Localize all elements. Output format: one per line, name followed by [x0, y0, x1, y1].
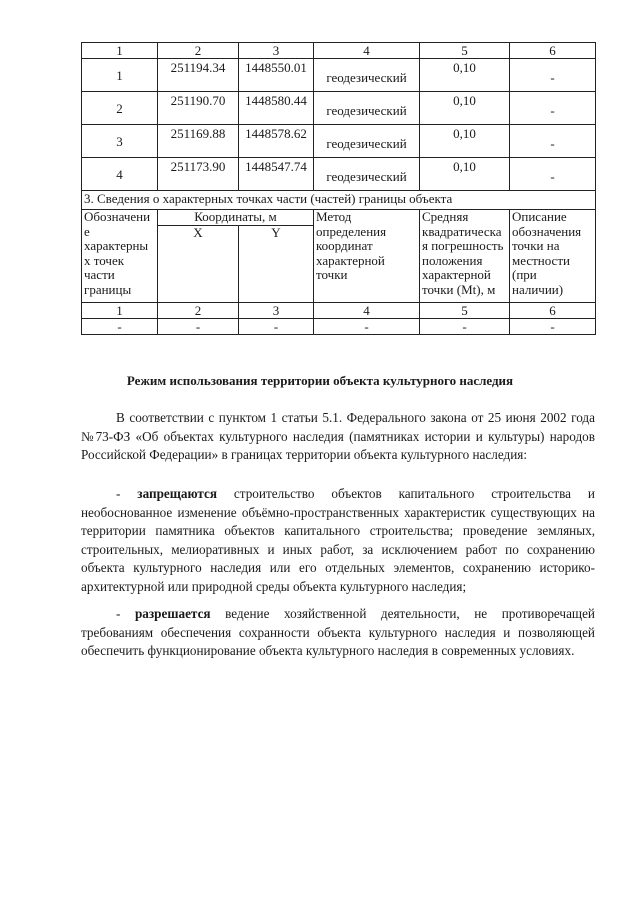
accuracy-cell: 0,10 [420, 158, 510, 191]
header-line: положения [422, 252, 483, 268]
header-line: характерной [422, 267, 491, 282]
list-prefix: - [116, 486, 138, 501]
allowed-paragraph [81, 605, 595, 661]
point-number: 2 [82, 92, 158, 125]
header-line: Описание [512, 209, 567, 224]
header-line: обозначения [512, 223, 582, 239]
accuracy-cell: 0,10 [420, 125, 510, 158]
header-line: я погрешность [422, 238, 504, 253]
header-line: границы [84, 281, 132, 297]
dash-cell: - [510, 318, 596, 334]
column-number: 1 [82, 43, 158, 59]
header-line: точки (Mt), м [422, 281, 496, 297]
table-row [82, 92, 596, 125]
header-line: е [84, 223, 90, 239]
column-number: 6 [510, 302, 596, 318]
method-header [314, 210, 420, 303]
column-number: 5 [420, 43, 510, 59]
header-line: координат [316, 238, 373, 253]
column-number-row [82, 43, 596, 59]
description-cell: - [510, 158, 596, 191]
coordinate-x: 251190.70 [158, 92, 239, 125]
header-line: наличии) [512, 281, 564, 297]
section-title: Режим использования территории объекта культурного наследия [126, 373, 514, 388]
table-row [82, 125, 596, 158]
description-cell: - [510, 92, 596, 125]
column-number: 5 [420, 302, 510, 318]
header-line: Средняя [422, 209, 469, 224]
column-number: 1 [82, 302, 158, 318]
accuracy-header [420, 210, 510, 303]
column-number: 4 [314, 43, 420, 59]
prohibited-keyword: запрещаются [137, 486, 218, 501]
dash-cell: - [82, 318, 158, 334]
allowed-keyword: разрешается [134, 606, 211, 621]
column-header-row [82, 210, 596, 226]
accuracy-cell: 0,10 [420, 59, 510, 92]
header-line: (при [512, 267, 537, 282]
numbers-row [82, 302, 596, 318]
coordinates-header: Координаты, м [158, 210, 314, 226]
boundary-points-table [81, 42, 596, 335]
method-cell: геодезический [314, 59, 420, 92]
prohibited-paragraph [81, 485, 595, 596]
coordinate-x: 251169.88 [158, 125, 239, 158]
column-number: 3 [239, 302, 314, 318]
dash-cell: - [314, 318, 420, 334]
coordinate-y: 1448550.01 [239, 59, 314, 92]
header-line: Метод [316, 209, 352, 224]
header-line: точки [316, 267, 348, 282]
header-line: квадратическа [422, 223, 502, 239]
header-line: х точек [84, 252, 125, 268]
dash-cell: - [158, 318, 239, 334]
column-number: 3 [239, 43, 314, 59]
description-cell: - [510, 125, 596, 158]
section-3-title: 3. Сведения о характерных точках части (частей) границы объекта [82, 191, 596, 210]
prohibited-text: строительство объектов капитального строительства и необоснованное изменение объёмно-пространственных характеристик существующих на территории памятника объектов капитального строительства; проведение земляных, строительных, мелиоративных и иных работ, за исключением работ по сохранению объекта культурного наследия или его отдельных элементов, сохранению историко-архитектурной или природной среды объекта культурного наследия; [81, 486, 595, 594]
point-designation-header [82, 210, 158, 303]
table-row [82, 59, 596, 92]
coordinate-y: 1448580.44 [239, 92, 314, 125]
coordinate-x: 251194.34 [158, 59, 239, 92]
column-number: 4 [314, 302, 420, 318]
column-number: 6 [510, 43, 596, 59]
header-line: местности [512, 252, 570, 268]
coordinate-y: 1448578.62 [239, 125, 314, 158]
intro-paragraph: В соответствии с пунктом 1 статьи 5.1. Федерального закона от 25 июня 2002 года №73-ФЗ «Об объектах культурного наследия (памятниках истории и культуры) народов Российской Федерации» в границах территории объекта культурного наследия: [81, 410, 595, 462]
header-line: точки на [512, 238, 560, 253]
dash-cell: - [420, 318, 510, 334]
description-header [510, 210, 596, 303]
header-line: определения [316, 223, 387, 239]
method-cell: геодезический [314, 92, 420, 125]
point-number: 1 [82, 59, 158, 92]
description-cell: - [510, 59, 596, 92]
column-number: 2 [158, 302, 239, 318]
section-header-row [82, 191, 596, 210]
coordinate-y: 1448547.74 [239, 158, 314, 191]
y-header: Y [239, 225, 314, 302]
list-prefix: - [116, 606, 135, 621]
header-line: характерны [84, 238, 149, 253]
point-number: 3 [82, 125, 158, 158]
point-number: 4 [82, 158, 158, 191]
method-cell: геодезический [314, 158, 420, 191]
header-line: характерной [316, 252, 385, 268]
header-line: части [84, 267, 115, 282]
column-number: 2 [158, 43, 239, 59]
coordinate-x: 251173.90 [158, 158, 239, 191]
method-cell: геодезический [314, 125, 420, 158]
x-header: X [158, 225, 239, 302]
empty-data-row [82, 318, 596, 334]
allowed-text: ведение хозяйственной деятельности, не противоречащей требованиям обеспечения сохранности объекта культурного наследия и позволяющей обеспечить функционирование объекта культурного наследия в современных условиях. [81, 606, 595, 658]
header-line: Обозначени [84, 209, 151, 224]
table-row [82, 158, 596, 191]
dash-cell: - [239, 318, 314, 334]
accuracy-cell: 0,10 [420, 92, 510, 125]
